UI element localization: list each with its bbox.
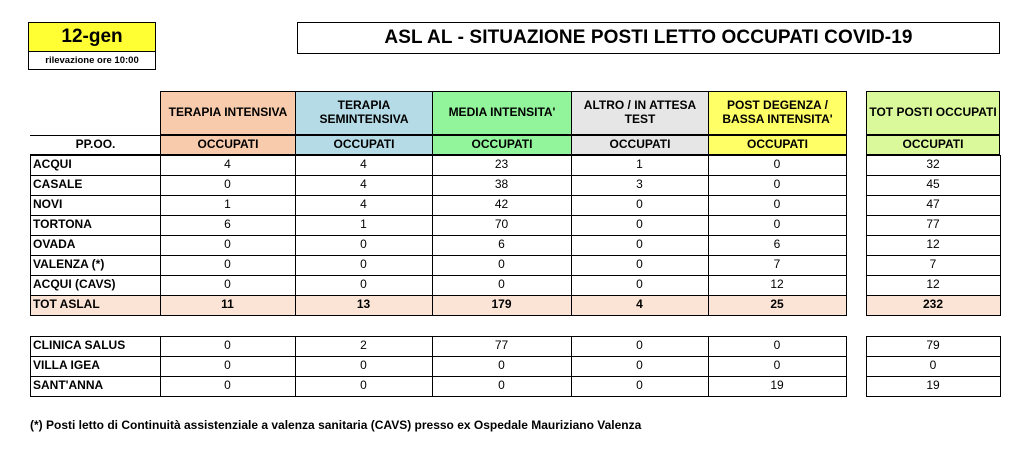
date-label: 12-gen bbox=[28, 22, 156, 52]
grid-line bbox=[866, 215, 1000, 216]
value-cell: 0 bbox=[360, 358, 367, 373]
hospital-name: VILLA IGEA bbox=[33, 358, 100, 373]
value-cell: 0 bbox=[224, 277, 231, 292]
grid-line bbox=[30, 356, 846, 357]
grid-line bbox=[295, 336, 296, 397]
hospital-name: ACQUI (CAVS) bbox=[33, 277, 116, 292]
value-cell: 77 bbox=[494, 338, 509, 353]
total-value: 179 bbox=[432, 295, 571, 315]
value-cell: 0 bbox=[773, 358, 781, 373]
value-cell: 23 bbox=[494, 157, 509, 172]
grid-line bbox=[866, 235, 1000, 236]
grid-line bbox=[866, 295, 1000, 296]
value-cell: 38 bbox=[494, 177, 509, 192]
value-cell: 6 bbox=[224, 217, 231, 232]
grid-line bbox=[866, 356, 1000, 357]
row-total-value: 12 bbox=[926, 237, 940, 252]
grid-line bbox=[160, 336, 161, 397]
grid-line bbox=[295, 155, 296, 316]
column-subheader: OCCUPATI bbox=[571, 135, 709, 155]
grid-line bbox=[866, 315, 1000, 316]
value-cell: 0 bbox=[636, 257, 643, 272]
grid-line bbox=[30, 235, 846, 236]
grid-line bbox=[866, 396, 1000, 397]
grid-line bbox=[866, 155, 1000, 156]
grid-line bbox=[1000, 155, 1001, 316]
value-cell: 0 bbox=[636, 358, 643, 373]
hospital-name: NOVI bbox=[33, 197, 63, 212]
total-value: 11 bbox=[160, 295, 295, 315]
value-cell: 0 bbox=[498, 257, 505, 272]
value-cell: 0 bbox=[773, 177, 781, 192]
grid-line bbox=[30, 315, 846, 316]
grid-line bbox=[866, 275, 1000, 276]
grid-line bbox=[866, 195, 1000, 196]
row-total-value: 0 bbox=[929, 358, 937, 373]
value-cell: 4 bbox=[360, 157, 367, 172]
grid-line bbox=[846, 336, 847, 397]
column-header: TERAPIA SEMINTENSIVA bbox=[295, 91, 433, 135]
value-cell: 0 bbox=[224, 378, 231, 393]
value-cell: 0 bbox=[636, 197, 643, 212]
grid-line bbox=[571, 155, 572, 316]
total-column-header: TOT POSTI OCCUPATI bbox=[866, 91, 1000, 135]
grid-line bbox=[571, 336, 572, 397]
hospital-name: ACQUI bbox=[33, 157, 72, 172]
total-value: 4 bbox=[571, 295, 708, 315]
grid-line bbox=[30, 336, 846, 337]
value-cell: 0 bbox=[636, 378, 643, 393]
row-total-value: 47 bbox=[926, 197, 940, 212]
grid-line bbox=[30, 155, 31, 316]
value-cell: 0 bbox=[224, 358, 231, 373]
column-header: MEDIA INTENSITA' bbox=[432, 91, 572, 135]
value-cell: 1 bbox=[360, 217, 367, 232]
grid-line bbox=[160, 155, 161, 316]
total-value: 25 bbox=[708, 295, 846, 315]
hospital-name: TORTONA bbox=[33, 217, 92, 232]
hospital-name: CASALE bbox=[33, 177, 83, 192]
value-cell: 0 bbox=[636, 217, 643, 232]
grid-line bbox=[866, 376, 1000, 377]
value-cell: 0 bbox=[773, 157, 781, 172]
value-cell: 0 bbox=[773, 217, 781, 232]
value-cell: 0 bbox=[224, 177, 231, 192]
value-cell: 4 bbox=[360, 197, 367, 212]
grid-line bbox=[432, 336, 433, 397]
column-subheader: OCCUPATI bbox=[432, 135, 572, 155]
total-value: 13 bbox=[295, 295, 432, 315]
row-total-value: 79 bbox=[926, 338, 940, 353]
value-cell: 0 bbox=[498, 358, 505, 373]
value-cell: 0 bbox=[773, 197, 781, 212]
total-column-subheader: OCCUPATI bbox=[866, 135, 1000, 155]
value-cell: 7 bbox=[773, 257, 781, 272]
value-cell: 12 bbox=[770, 277, 784, 292]
grid-line bbox=[30, 155, 846, 156]
row-total-value: 19 bbox=[926, 378, 940, 393]
value-cell: 4 bbox=[360, 177, 367, 192]
survey-time-label: rilevazione ore 10:00 bbox=[28, 52, 156, 70]
value-cell: 2 bbox=[360, 338, 367, 353]
value-cell: 6 bbox=[773, 237, 781, 252]
grid-line bbox=[30, 376, 846, 377]
row-total-value: 77 bbox=[926, 217, 940, 232]
grid-line bbox=[1000, 336, 1001, 397]
value-cell: 42 bbox=[494, 197, 509, 212]
grid-line bbox=[30, 195, 846, 196]
grid-line bbox=[30, 336, 31, 397]
value-cell: 6 bbox=[498, 237, 505, 252]
grid-line bbox=[30, 275, 846, 276]
footnote: (*) Posti letto di Continuità assistenziale a valenza sanitaria (CAVS) presso ex Ospedale Mauriziano Valenza bbox=[30, 418, 642, 432]
value-cell: 0 bbox=[224, 237, 231, 252]
value-cell: 0 bbox=[360, 257, 367, 272]
grid-line bbox=[30, 215, 846, 216]
row-total-value: 12 bbox=[926, 277, 940, 292]
value-cell: 4 bbox=[224, 157, 231, 172]
value-cell: 0 bbox=[498, 378, 505, 393]
column-header: ALTRO / IN ATTESA TEST bbox=[571, 91, 709, 135]
row-total-value: 7 bbox=[929, 257, 937, 272]
value-cell: 70 bbox=[494, 217, 509, 232]
value-cell: 0 bbox=[360, 237, 367, 252]
grid-line bbox=[432, 155, 433, 316]
grid-line bbox=[866, 336, 867, 397]
grid-line bbox=[866, 175, 1000, 176]
value-cell: 0 bbox=[360, 378, 367, 393]
grid-line bbox=[30, 255, 846, 256]
grand-total-value: 232 bbox=[866, 295, 1000, 315]
hospital-name: CLINICA SALUS bbox=[33, 338, 126, 353]
value-cell: 0 bbox=[773, 338, 781, 353]
grid-line bbox=[846, 155, 847, 316]
value-cell: 0 bbox=[224, 257, 231, 272]
row-header-label: PP.OO. bbox=[30, 135, 161, 155]
page-title: ASL AL - SITUAZIONE POSTI LETTO OCCUPATI COVID-19 bbox=[297, 22, 1000, 54]
value-cell: 0 bbox=[360, 277, 367, 292]
value-cell: 0 bbox=[636, 237, 643, 252]
value-cell: 1 bbox=[636, 157, 643, 172]
hospital-name: SANT'ANNA bbox=[33, 378, 104, 393]
grid-line bbox=[30, 295, 846, 296]
value-cell: 0 bbox=[498, 277, 505, 292]
grid-line bbox=[866, 336, 1000, 337]
column-subheader: OCCUPATI bbox=[708, 135, 847, 155]
hospital-name: VALENZA (*) bbox=[33, 257, 105, 272]
hospital-name: OVADA bbox=[33, 237, 76, 252]
grid-line bbox=[30, 396, 846, 397]
value-cell: 0 bbox=[224, 338, 231, 353]
column-header: TERAPIA INTENSIVA bbox=[160, 91, 296, 135]
column-header: POST DEGENZA / BASSA INTENSITA' bbox=[708, 91, 847, 135]
value-cell: 19 bbox=[770, 378, 784, 393]
grid-line bbox=[708, 155, 709, 316]
row-total-value: 45 bbox=[926, 177, 940, 192]
row-total-value: 32 bbox=[926, 157, 940, 172]
value-cell: 0 bbox=[636, 277, 643, 292]
grid-line bbox=[866, 255, 1000, 256]
grid-line bbox=[30, 175, 846, 176]
column-subheader: OCCUPATI bbox=[295, 135, 433, 155]
value-cell: 1 bbox=[224, 197, 231, 212]
grid-line bbox=[708, 336, 709, 397]
column-subheader: OCCUPATI bbox=[160, 135, 296, 155]
grid-line bbox=[866, 155, 867, 316]
value-cell: 3 bbox=[636, 177, 643, 192]
total-row-label: TOT ASLAL bbox=[30, 295, 160, 315]
value-cell: 0 bbox=[636, 338, 643, 353]
